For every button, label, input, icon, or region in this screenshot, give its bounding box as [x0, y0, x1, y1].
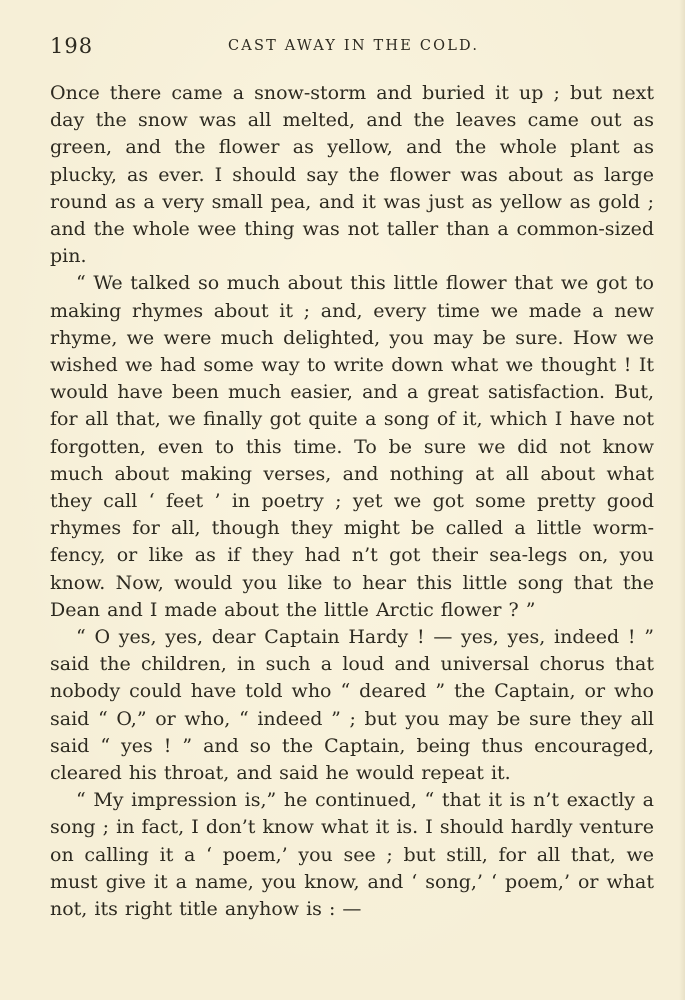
page-edge-shadow	[679, 0, 685, 1000]
running-title: CAST AWAY IN THE COLD.	[228, 38, 480, 54]
paragraph-3: “ O yes, yes, dear Captain Hardy ! — yes, yes, indeed ! ” said the children, in such a loud and universal chorus that nobody could have told who “ deared ” the Captain, or who said “ O,” or who, “ indeed ” ; but you may be sure they all said “ yes ! ” and so the Captain, being thus encouraged, cleared his throat, and said he would repeat it.	[50, 626, 654, 785]
paragraph-4: “ My impression is,” he continued, “ that it is n’t exactly a song ; in fact, I don’t know what it is. I should hardly venture on calling it a ‘ poem,’ you see ; but still, for all that, we must give it a name, you know, and ‘ song,’ ‘ poem,’ or what not, its right title anyhow is : —	[50, 789, 654, 921]
paragraph-2: “ We talked so much about this little flower that we got to making rhymes about it ; and, every time we made a new rhyme, we were much delighted, you may be sure. How we wished we had some way to write down what we thought ! It would have been much easier, and a great satisfaction. But, for all that, we finally got quite a song of it, which I have not forgotten, even to this time. To be sure we did not know much about making verses, and nothing at all about what they call ‘ feet ’ in poetry ; yet we got some pretty good rhymes for all, though they might be called a little worm-fency, or like as if they had n’t got their sea-legs on, you know. Now, would you like to hear this little song that the Dean and I made about the little Arctic flower ? ”	[50, 272, 654, 621]
paragraph-1: Once there came a snow-storm and buried it up ; but next day the snow was all melted, and the leaves came out as green, and the flower as yellow, and the whole plant as plucky, as ever. I should say the flower was about as large round as a very small pea, and it was just as yellow as gold ; and the whole wee thing was not taller than a common-sized pin.	[50, 82, 654, 268]
body-text	[50, 80, 654, 923]
page-header	[50, 34, 653, 60]
page-number: 198	[50, 34, 94, 58]
